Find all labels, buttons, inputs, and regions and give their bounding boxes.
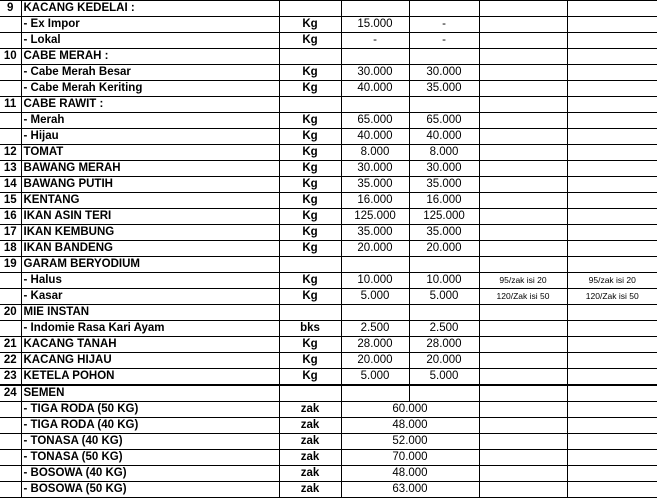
cell-number[interactable]: 10 [0, 49, 21, 65]
cell-price-2[interactable]: 35.000 [409, 81, 479, 97]
cell-number[interactable] [0, 33, 21, 49]
cell-note-2[interactable] [567, 466, 657, 482]
cell-price-2[interactable]: 40.000 [409, 129, 479, 145]
cell-note-2[interactable] [567, 49, 657, 65]
cell-note-2[interactable] [567, 434, 657, 450]
table-row [0, 193, 657, 209]
table-row [0, 385, 657, 402]
cell-unit[interactable]: Kg [279, 129, 341, 145]
cell-price-1[interactable]: 10.000 [341, 273, 409, 289]
table-row [0, 161, 657, 177]
cell-price-2[interactable]: 2.500 [409, 321, 479, 337]
cell-item-name[interactable]: SEMEN [21, 385, 279, 402]
cell-item-name[interactable]: TOMAT [21, 145, 279, 161]
table-row [0, 1, 657, 17]
cell-unit[interactable] [279, 305, 341, 321]
cell-note-1[interactable] [479, 81, 567, 97]
cell-note-1[interactable] [479, 305, 567, 321]
cell-note-1[interactable] [479, 257, 567, 273]
cell-item-name[interactable]: - TIGA RODA (50 KG) [21, 402, 279, 418]
cell-price-1[interactable]: - [341, 33, 409, 49]
cell-price-1[interactable] [341, 305, 409, 321]
cell-item-name[interactable]: - Cabe Merah Besar [21, 65, 279, 81]
cell-number[interactable]: 13 [0, 161, 21, 177]
cell-item-name[interactable]: KACANG KEDELAI : [21, 1, 279, 17]
cell-unit[interactable]: zak [279, 450, 341, 466]
cell-note-1[interactable] [479, 193, 567, 209]
cell-unit[interactable]: Kg [279, 193, 341, 209]
cell-note-1[interactable] [479, 434, 567, 450]
cell-price-2[interactable]: 30.000 [409, 65, 479, 81]
table-row [0, 81, 657, 97]
cell-price-1[interactable]: 40.000 [341, 129, 409, 145]
cell-price-2[interactable]: 16.000 [409, 193, 479, 209]
cell-number[interactable] [0, 450, 21, 466]
table-row [0, 337, 657, 353]
table-row [0, 321, 657, 337]
cell-item-name[interactable]: KENTANG [21, 193, 279, 209]
cell-unit[interactable]: Kg [279, 65, 341, 81]
table-row [0, 49, 657, 65]
cell-number[interactable]: 17 [0, 225, 21, 241]
cell-item-name[interactable]: BAWANG PUTIH [21, 177, 279, 193]
cell-unit[interactable]: zak [279, 402, 341, 418]
cell-note-1[interactable] [479, 97, 567, 113]
cell-number[interactable]: 19 [0, 257, 21, 273]
cell-note-2[interactable]: 95/zak isi 20 [567, 273, 657, 289]
cell-price-merged[interactable]: 63.000 [341, 482, 479, 498]
table-row [0, 418, 657, 434]
cell-note-2[interactable] [567, 369, 657, 386]
cell-number[interactable]: 16 [0, 209, 21, 225]
table-row [0, 434, 657, 450]
cell-price-1[interactable]: 20.000 [341, 353, 409, 369]
cell-note-2[interactable] [567, 17, 657, 33]
cell-price-2[interactable]: 20.000 [409, 353, 479, 369]
cell-item-name[interactable]: CABE RAWIT : [21, 97, 279, 113]
table-row [0, 353, 657, 369]
cell-note-2[interactable] [567, 418, 657, 434]
cell-note-1[interactable]: 95/zak isi 20 [479, 273, 567, 289]
table-row [0, 305, 657, 321]
cell-price-merged[interactable]: 70.000 [341, 450, 479, 466]
cell-number[interactable] [0, 17, 21, 33]
cell-unit[interactable]: Kg [279, 209, 341, 225]
cell-unit[interactable]: Kg [279, 273, 341, 289]
cell-note-1[interactable] [479, 113, 567, 129]
cell-unit[interactable]: zak [279, 482, 341, 498]
cell-number[interactable] [0, 418, 21, 434]
table-row [0, 241, 657, 257]
cell-number[interactable]: 9 [0, 1, 21, 17]
cell-item-name[interactable]: KACANG HIJAU [21, 353, 279, 369]
cell-item-name[interactable]: - Cabe Merah Keriting [21, 81, 279, 97]
cell-note-2[interactable]: 120/Zak isi 50 [567, 289, 657, 305]
cell-price-2[interactable]: 30.000 [409, 161, 479, 177]
cell-unit[interactable]: zak [279, 418, 341, 434]
cell-item-name[interactable]: MIE INSTAN [21, 305, 279, 321]
cell-item-name[interactable]: IKAN KEMBUNG [21, 225, 279, 241]
cell-unit[interactable] [279, 49, 341, 65]
cell-item-name[interactable]: - Halus [21, 273, 279, 289]
cell-number[interactable]: 12 [0, 145, 21, 161]
table-row [0, 273, 657, 289]
cell-price-merged[interactable]: 48.000 [341, 418, 479, 434]
cell-number[interactable]: 15 [0, 193, 21, 209]
table-row [0, 17, 657, 33]
cell-number[interactable] [0, 81, 21, 97]
cell-note-1[interactable] [479, 161, 567, 177]
cell-unit[interactable]: zak [279, 466, 341, 482]
cell-price-2[interactable]: 28.000 [409, 337, 479, 353]
cell-unit[interactable]: Kg [279, 145, 341, 161]
cell-note-1[interactable] [479, 466, 567, 482]
cell-unit[interactable]: Kg [279, 17, 341, 33]
cell-note-2[interactable] [567, 129, 657, 145]
table-row [0, 129, 657, 145]
table-row [0, 257, 657, 273]
cell-unit[interactable]: Kg [279, 353, 341, 369]
cell-unit[interactable]: Kg [279, 225, 341, 241]
cell-note-1[interactable] [479, 369, 567, 386]
cell-note-1[interactable] [479, 65, 567, 81]
cell-price-2[interactable]: 5.000 [409, 369, 479, 386]
cell-item-name[interactable]: CABE MERAH : [21, 49, 279, 65]
cell-item-name[interactable]: - Merah [21, 113, 279, 129]
cell-item-name[interactable]: IKAN BANDENG [21, 241, 279, 257]
cell-note-1[interactable]: 120/Zak isi 50 [479, 289, 567, 305]
cell-price-2[interactable] [409, 49, 479, 65]
cell-note-1[interactable] [479, 241, 567, 257]
cell-price-1[interactable] [341, 97, 409, 113]
cell-note-2[interactable] [567, 193, 657, 209]
cell-note-2[interactable] [567, 321, 657, 337]
cell-number[interactable] [0, 273, 21, 289]
cell-number[interactable] [0, 434, 21, 450]
table-row [0, 145, 657, 161]
cell-price-2[interactable] [409, 97, 479, 113]
cell-item-name[interactable]: - Kasar [21, 289, 279, 305]
cell-item-name[interactable]: - Ex Impor [21, 17, 279, 33]
cell-unit[interactable] [279, 385, 341, 402]
cell-note-2[interactable] [567, 305, 657, 321]
cell-note-1[interactable] [479, 353, 567, 369]
cell-price-2[interactable]: 65.000 [409, 113, 479, 129]
cell-price-1[interactable] [341, 257, 409, 273]
cell-note-2[interactable] [567, 337, 657, 353]
cell-note-2[interactable] [567, 209, 657, 225]
cell-number[interactable]: 14 [0, 177, 21, 193]
cell-price-1[interactable]: 125.000 [341, 209, 409, 225]
cell-price-2[interactable]: - [409, 33, 479, 49]
cell-item-name[interactable]: - TIGA RODA (40 KG) [21, 418, 279, 434]
cell-unit[interactable] [279, 257, 341, 273]
cell-item-name[interactable]: GARAM BERYODIUM [21, 257, 279, 273]
cell-unit[interactable]: Kg [279, 33, 341, 49]
cell-number[interactable]: 11 [0, 97, 21, 113]
cell-number[interactable] [0, 65, 21, 81]
cell-price-2[interactable]: - [409, 17, 479, 33]
cell-unit[interactable]: Kg [279, 289, 341, 305]
cell-note-1[interactable] [479, 129, 567, 145]
cell-price-1[interactable]: 2.500 [341, 321, 409, 337]
cell-number[interactable]: 18 [0, 241, 21, 257]
cell-note-1[interactable] [479, 145, 567, 161]
cell-price-1[interactable]: 20.000 [341, 241, 409, 257]
cell-note-2[interactable] [567, 402, 657, 418]
cell-note-1[interactable] [479, 450, 567, 466]
cell-item-name[interactable]: - TONASA (50 KG) [21, 450, 279, 466]
cell-price-2[interactable] [409, 257, 479, 273]
cell-price-1[interactable]: 5.000 [341, 289, 409, 305]
table-row [0, 402, 657, 418]
table-row [0, 450, 657, 466]
cell-note-1[interactable] [479, 1, 567, 17]
cell-price-1[interactable]: 16.000 [341, 193, 409, 209]
cell-price-merged[interactable]: 48.000 [341, 466, 479, 482]
cell-price-2[interactable]: 10.000 [409, 273, 479, 289]
cell-price-2[interactable] [409, 385, 479, 402]
cell-price-1[interactable]: 40.000 [341, 81, 409, 97]
cell-number[interactable] [0, 113, 21, 129]
cell-item-name[interactable]: IKAN ASIN TERI [21, 209, 279, 225]
cell-number[interactable]: 22 [0, 353, 21, 369]
cell-price-1[interactable]: 5.000 [341, 369, 409, 386]
table-row [0, 225, 657, 241]
cell-note-2[interactable] [567, 113, 657, 129]
cell-unit[interactable]: Kg [279, 81, 341, 97]
cell-number[interactable] [0, 482, 21, 498]
table-row [0, 33, 657, 49]
cell-number[interactable] [0, 402, 21, 418]
cell-note-1[interactable] [479, 177, 567, 193]
cell-number[interactable] [0, 129, 21, 145]
cell-note-2[interactable] [567, 65, 657, 81]
cell-item-name[interactable]: - BOSOWA (40 KG) [21, 466, 279, 482]
cell-price-2[interactable]: 35.000 [409, 177, 479, 193]
cell-note-2[interactable] [567, 81, 657, 97]
table-row [0, 97, 657, 113]
cell-unit[interactable]: Kg [279, 241, 341, 257]
cell-price-1[interactable]: 28.000 [341, 337, 409, 353]
cell-item-name[interactable]: - BOSOWA (50 KG) [21, 482, 279, 498]
cell-note-2[interactable] [567, 177, 657, 193]
cell-note-2[interactable] [567, 161, 657, 177]
cell-note-1[interactable] [479, 17, 567, 33]
cell-note-2[interactable] [567, 33, 657, 49]
cell-note-1[interactable] [479, 33, 567, 49]
cell-number[interactable]: 21 [0, 337, 21, 353]
cell-note-1[interactable] [479, 225, 567, 241]
table-row [0, 369, 657, 386]
cell-note-1[interactable] [479, 482, 567, 498]
table-row [0, 289, 657, 305]
cell-item-name[interactable]: BAWANG MERAH [21, 161, 279, 177]
cell-price-1[interactable]: 35.000 [341, 177, 409, 193]
table-row [0, 466, 657, 482]
cell-number[interactable] [0, 321, 21, 337]
cell-price-2[interactable]: 20.000 [409, 241, 479, 257]
cell-number[interactable]: 20 [0, 305, 21, 321]
cell-item-name[interactable]: - Hijau [21, 129, 279, 145]
cell-price-1[interactable] [341, 1, 409, 17]
cell-note-1[interactable] [479, 418, 567, 434]
cell-number[interactable]: 24 [0, 385, 21, 402]
cell-note-2[interactable] [567, 1, 657, 17]
cell-item-name[interactable]: KACANG TANAH [21, 337, 279, 353]
table-row [0, 65, 657, 81]
cell-price-merged[interactable]: 60.000 [341, 402, 479, 418]
cell-item-name[interactable]: - Indomie Rasa Kari Ayam [21, 321, 279, 337]
cell-number[interactable] [0, 466, 21, 482]
cell-note-2[interactable] [567, 225, 657, 241]
cell-unit[interactable]: Kg [279, 369, 341, 386]
cell-price-2[interactable] [409, 305, 479, 321]
cell-unit[interactable] [279, 97, 341, 113]
cell-note-2[interactable] [567, 241, 657, 257]
cell-unit[interactable] [279, 1, 341, 17]
cell-price-1[interactable]: 15.000 [341, 17, 409, 33]
cell-note-1[interactable] [479, 402, 567, 418]
cell-price-2[interactable]: 35.000 [409, 225, 479, 241]
cell-unit[interactable]: zak [279, 434, 341, 450]
cell-price-1[interactable]: 35.000 [341, 225, 409, 241]
cell-price-2[interactable]: 5.000 [409, 289, 479, 305]
cell-number[interactable]: 23 [0, 369, 21, 386]
cell-unit[interactable]: Kg [279, 161, 341, 177]
cell-note-1[interactable] [479, 337, 567, 353]
cell-price-1[interactable]: 8.000 [341, 145, 409, 161]
cell-note-1[interactable] [479, 385, 567, 402]
cell-item-name[interactable]: - TONASA (40 KG) [21, 434, 279, 450]
cell-unit[interactable]: Kg [279, 177, 341, 193]
cell-price-1[interactable]: 65.000 [341, 113, 409, 129]
cell-price-1[interactable] [341, 49, 409, 65]
cell-note-2[interactable] [567, 482, 657, 498]
cell-note-1[interactable] [479, 209, 567, 225]
cell-note-2[interactable] [567, 385, 657, 402]
cell-price-2[interactable]: 8.000 [409, 145, 479, 161]
cell-unit[interactable]: Kg [279, 113, 341, 129]
cell-unit[interactable]: bks [279, 321, 341, 337]
cell-note-2[interactable] [567, 353, 657, 369]
cell-note-1[interactable] [479, 321, 567, 337]
table-row [0, 209, 657, 225]
cell-price-1[interactable]: 30.000 [341, 161, 409, 177]
cell-item-name[interactable]: KETELA POHON [21, 369, 279, 386]
cell-price-merged[interactable]: 52.000 [341, 434, 479, 450]
cell-price-2[interactable] [409, 1, 479, 17]
table-row [0, 177, 657, 193]
cell-price-1[interactable] [341, 385, 409, 402]
cell-note-2[interactable] [567, 450, 657, 466]
cell-item-name[interactable]: - Lokal [21, 33, 279, 49]
cell-note-1[interactable] [479, 49, 567, 65]
cell-unit[interactable]: Kg [279, 337, 341, 353]
cell-note-2[interactable] [567, 257, 657, 273]
cell-number[interactable] [0, 289, 21, 305]
cell-price-2[interactable]: 125.000 [409, 209, 479, 225]
table-row [0, 482, 657, 498]
cell-note-2[interactable] [567, 97, 657, 113]
cell-price-1[interactable]: 30.000 [341, 65, 409, 81]
table-row [0, 113, 657, 129]
cell-note-2[interactable] [567, 145, 657, 161]
